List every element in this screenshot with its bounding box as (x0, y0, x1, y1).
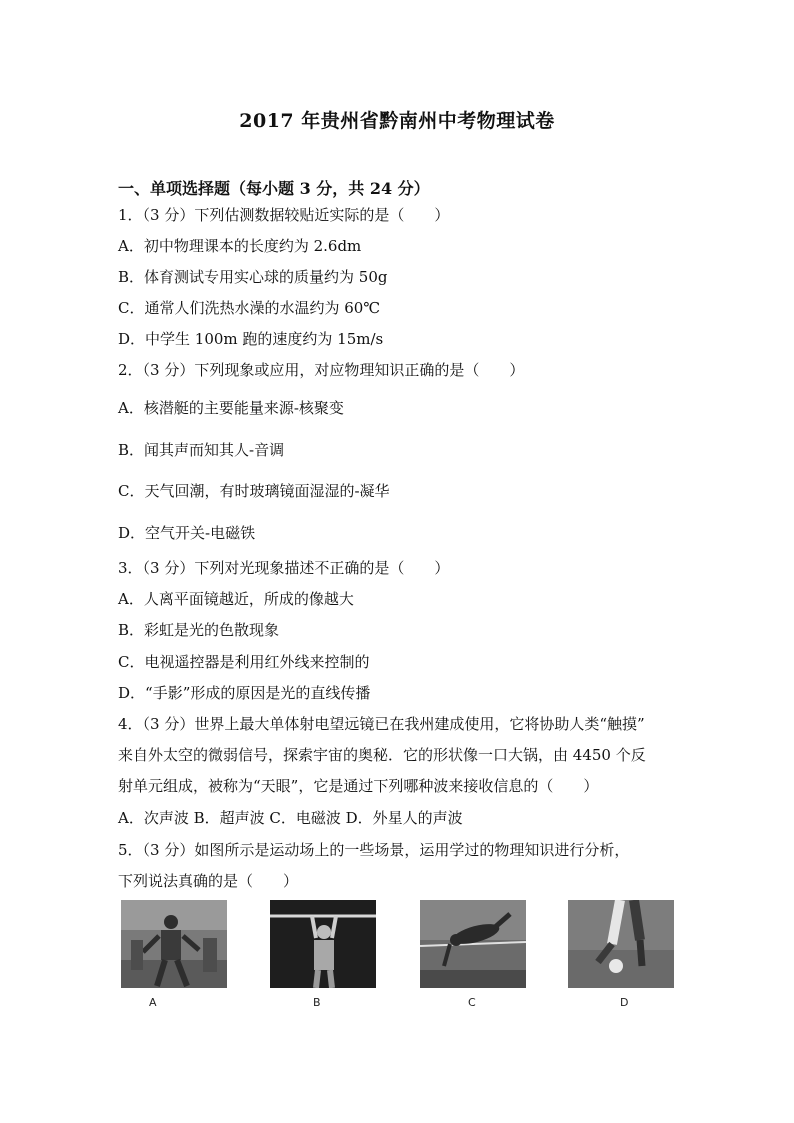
figure-d-label: D (620, 996, 629, 1009)
exam-title: 2017 年贵州省黔南州中考物理试卷 (239, 110, 555, 132)
question-1-option-d: D．中学生 100m 跑的速度约为 15m/s (118, 330, 384, 348)
figure-b-pullup-photo (270, 900, 376, 988)
question-2-option-c: C．天气回潮，有时玻璃镜面湿湿的-凝华 (118, 482, 390, 500)
question-2-option-b: B．闻其声而知其人-音调 (118, 441, 285, 459)
figure-a-runner-photo (121, 900, 227, 988)
question-3-option-b: B．彩虹是光的色散现象 (118, 621, 280, 639)
question-3-option-d: D．“手影”形成的原因是光的直线传播 (118, 684, 371, 702)
figure-c-label: C (468, 996, 476, 1009)
question-4-stem-line2: 来自外太空的微弱信号，探索宇宙的奥秘．它的形状像一口大锅，由 4450 个反 (118, 746, 646, 764)
question-3-option-c: C．电视遥控器是利用红外线来控制的 (118, 653, 370, 671)
question-1-option-c: C．通常人们洗热水澡的水温约为 60℃ (118, 299, 381, 317)
question-1-stem: 1．（3 分）下列估测数据较贴近实际的是（ ） (118, 206, 450, 224)
question-3-option-a: A．人离平面镜越近，所成的像越大 (118, 590, 354, 608)
question-1-option-b: B．体育测试专用实心球的质量约为 50g (118, 268, 388, 286)
question-3-stem: 3．（3 分）下列对光现象描述不正确的是（ ） (118, 559, 450, 577)
figure-c-highjump-photo (420, 900, 526, 988)
question-2-option-d: D．空气开关-电磁铁 (118, 524, 256, 542)
figure-b-label: B (313, 996, 321, 1009)
question-4-stem-line1: 4．（3 分）世界上最大单体射电望远镜已在我州建成使用，它将协助人类“触摸” (118, 715, 645, 733)
section-title: 一、单项选择题（每小题 3 分，共 24 分） (118, 179, 430, 198)
question-2-option-a: A．核潜艇的主要能量来源-核聚变 (118, 399, 344, 417)
question-2-stem: 2．（3 分）下列现象或应用，对应物理知识正确的是（ ） (118, 361, 525, 379)
question-4-options: A．次声波 B．超声波 C．电磁波 D．外星人的声波 (118, 809, 463, 827)
figure-a-label: A (149, 996, 157, 1009)
question-4-stem-line3: 射单元组成，被称为“天眼”，它是通过下列哪种波来接收信息的（ ） (118, 777, 599, 795)
figure-d-football-photo (568, 900, 674, 988)
question-5-stem-line2: 下列说法真确的是（ ） (118, 872, 299, 890)
question-5-stem-line1: 5．（3 分）如图所示是运动场上的一些场景，运用学过的物理知识进行分析， (118, 841, 630, 859)
question-1-option-a: A．初中物理课本的长度约为 2.6dm (118, 237, 362, 255)
